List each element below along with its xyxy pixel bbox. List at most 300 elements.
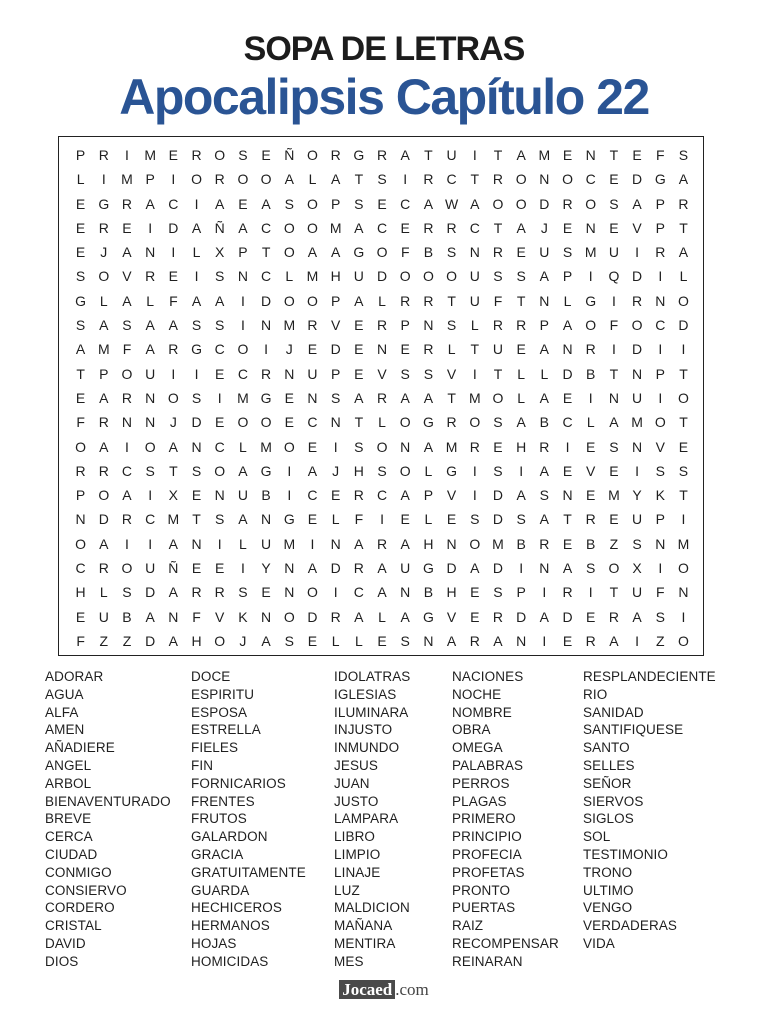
grid-letter: C xyxy=(168,195,179,212)
grid-letter: I xyxy=(287,462,292,479)
grid-letter: U xyxy=(469,268,480,285)
grid-letter: S xyxy=(609,195,619,212)
grid-letter: L xyxy=(331,632,340,649)
grid-letter: S xyxy=(354,438,364,455)
word-list-item: CORDERO xyxy=(45,900,115,916)
grid-letter: O xyxy=(283,244,295,261)
grid-letter: N xyxy=(562,487,573,504)
grid-letter: R xyxy=(98,147,109,163)
grid-letter: R xyxy=(98,414,109,431)
grid-letter: O xyxy=(678,389,689,406)
grid-letter: O xyxy=(678,292,689,309)
grid-letter: A xyxy=(122,244,132,261)
word-list-item: SELLES xyxy=(583,757,635,773)
grid-letter: N xyxy=(284,584,295,601)
grid-letter: A xyxy=(400,147,410,163)
grid-letter: D xyxy=(98,511,109,528)
grid-letter: E xyxy=(307,341,318,358)
grid-letter: M xyxy=(584,244,597,261)
grid-letter: M xyxy=(167,511,180,528)
grid-letter: I xyxy=(588,389,593,406)
grid-letter: E xyxy=(307,438,318,455)
grid-letter: T xyxy=(447,389,456,406)
grid-letter: M xyxy=(306,268,319,285)
word-list-item: AMEN xyxy=(45,722,85,738)
grid-letter: A xyxy=(609,632,619,649)
site-logo[interactable] xyxy=(0,980,768,1000)
word-list-item: FIN xyxy=(191,757,214,773)
grid-letter: T xyxy=(470,341,480,358)
grid-letter: R xyxy=(585,632,596,649)
word-list-item: NOMBRE xyxy=(452,704,512,720)
grid-letter: A xyxy=(99,389,109,406)
grid-letter: T xyxy=(470,171,480,188)
word-list xyxy=(45,668,745,978)
grid-letter: E xyxy=(562,535,573,552)
grid-letter: I xyxy=(611,292,616,309)
word-list-item: RESPLANDECIENTE xyxy=(583,669,716,684)
grid-letter: O xyxy=(144,438,156,455)
grid-letter: O xyxy=(283,608,295,625)
grid-letter: R xyxy=(678,195,689,212)
grid-letter: E xyxy=(354,317,364,334)
grid-letter: S xyxy=(493,462,503,479)
grid-letter: P xyxy=(75,147,86,163)
grid-letter: A xyxy=(400,535,410,552)
grid-letter: G xyxy=(422,608,434,625)
grid-letter: N xyxy=(585,219,596,236)
word-list-item: CIUDAD xyxy=(45,846,98,862)
grid-letter: I xyxy=(565,438,570,455)
grid-letter: C xyxy=(261,219,272,236)
grid-letter: A xyxy=(516,414,526,431)
grid-letter: T xyxy=(493,147,503,163)
grid-letter: U xyxy=(353,268,364,285)
word-list-item: ESTRELLA xyxy=(191,722,261,738)
grid-letter: H xyxy=(516,438,527,455)
word-list-item: DAVID xyxy=(45,935,86,951)
grid-letter: E xyxy=(261,584,271,601)
grid-letter: E xyxy=(168,268,179,285)
word-list-item: ARBOL xyxy=(45,775,92,791)
grid-letter: N xyxy=(608,389,619,406)
grid-letter: A xyxy=(632,608,642,625)
grid-letter: T xyxy=(609,365,619,382)
grid-letter: G xyxy=(422,560,434,577)
word-list-item: RIO xyxy=(583,686,608,702)
grid-letter: E xyxy=(75,608,86,625)
grid-letter: K xyxy=(655,487,665,504)
grid-letter: A xyxy=(99,317,109,334)
grid-letter: E xyxy=(400,511,410,528)
grid-letter: D xyxy=(516,608,527,625)
grid-letter: G xyxy=(191,341,202,358)
grid-letter: O xyxy=(492,389,504,406)
grid-letter: S xyxy=(238,147,248,163)
word-list-item: AGUA xyxy=(45,686,84,702)
grid-letter: I xyxy=(380,511,384,528)
word-list-item: SANIDAD xyxy=(583,704,644,720)
grid-letter: A xyxy=(539,511,550,528)
grid-letter: L xyxy=(76,171,85,188)
word-column-4 xyxy=(452,668,559,971)
word-list-item: MALDICION xyxy=(334,900,410,916)
grid-letter: S xyxy=(215,268,225,285)
grid-letter: C xyxy=(376,487,388,504)
word-list-item: HECHICEROS xyxy=(191,900,283,916)
grid-letter: S xyxy=(446,317,457,334)
grid-letter: G xyxy=(446,462,458,479)
grid-letter: C xyxy=(400,195,411,212)
grid-letter: A xyxy=(423,195,434,212)
grid-letter: Z xyxy=(609,535,619,552)
word-list-item: AÑADIERE xyxy=(45,740,115,756)
grid-letter: A xyxy=(145,608,155,625)
grid-letter: R xyxy=(585,511,596,528)
grid-letter: W xyxy=(444,195,459,212)
grid-letter: I xyxy=(519,462,524,479)
grid-letter: K xyxy=(238,608,248,625)
grid-letter: O xyxy=(167,389,179,406)
grid-letter: H xyxy=(75,584,86,601)
grid-letter: C xyxy=(121,462,133,479)
grid-letter: O xyxy=(307,195,318,212)
word-list-item: OBRA xyxy=(452,722,491,738)
grid-letter: O xyxy=(75,535,87,552)
grid-letter: S xyxy=(377,462,387,479)
word-list-item: PROFECIA xyxy=(452,846,522,862)
grid-letter: O xyxy=(237,414,249,431)
grid-letter: S xyxy=(377,171,387,188)
grid-letter: B xyxy=(423,244,434,261)
grid-letter: V xyxy=(377,365,387,382)
grid-letter: D xyxy=(191,414,202,431)
grid-letter: Ñ xyxy=(168,560,179,577)
grid-letter: O xyxy=(678,560,689,577)
grid-letter: G xyxy=(353,147,365,163)
grid-letter: A xyxy=(446,632,457,649)
grid-letter: I xyxy=(287,487,292,504)
word-list-item: GALARDON xyxy=(191,829,268,845)
letter-grid xyxy=(69,143,695,653)
word-list-item: HOJAS xyxy=(191,935,237,951)
grid-letter: E xyxy=(122,219,132,236)
grid-letter: R xyxy=(562,195,573,212)
grid-letter: N xyxy=(168,608,179,625)
grid-letter: U xyxy=(632,511,643,528)
grid-letter: L xyxy=(378,414,386,431)
grid-letter: L xyxy=(285,268,294,285)
grid-letter: A xyxy=(238,219,248,236)
grid-letter: E xyxy=(284,414,294,431)
grid-letter: I xyxy=(194,195,199,212)
grid-letter: U xyxy=(145,365,156,382)
grid-letter: I xyxy=(217,535,222,552)
grid-letter: E xyxy=(75,389,86,406)
grid-letter: B xyxy=(122,608,132,625)
grid-letter: L xyxy=(447,341,456,358)
word-column-3 xyxy=(334,668,410,971)
grid-letter: C xyxy=(214,438,225,455)
grid-letter: L xyxy=(563,292,572,309)
grid-letter: R xyxy=(516,317,527,334)
grid-letter: N xyxy=(655,292,666,309)
grid-letter: E xyxy=(586,487,596,504)
grid-letter: S xyxy=(470,511,480,528)
grid-letter: R xyxy=(214,584,225,601)
page-title: Apocalipsis Capítulo 22 xyxy=(119,69,649,125)
grid-letter: C xyxy=(562,414,573,431)
grid-letter: A xyxy=(75,341,86,358)
grid-letter: I xyxy=(194,365,199,382)
grid-letter: D xyxy=(330,560,341,577)
grid-letter: N xyxy=(400,438,411,455)
grid-letter: O xyxy=(399,414,411,431)
grid-letter: I xyxy=(681,511,686,528)
grid-letter: I xyxy=(148,487,153,504)
grid-letter: L xyxy=(679,268,688,285)
grid-letter: I xyxy=(681,608,686,625)
grid-letter: E xyxy=(562,389,573,406)
grid-letter: D xyxy=(168,219,179,236)
grid-letter: I xyxy=(148,219,153,236)
grid-letter: R xyxy=(562,584,573,601)
grid-letter: A xyxy=(562,560,573,577)
grid-letter: R xyxy=(168,341,179,358)
grid-letter: E xyxy=(215,365,225,382)
grid-letter: E xyxy=(215,560,225,577)
grid-letter: A xyxy=(678,171,689,188)
grid-letter: E xyxy=(516,341,526,358)
grid-letter: B xyxy=(516,535,526,552)
grid-letter: G xyxy=(260,389,272,406)
grid-letter: I xyxy=(217,389,222,406)
grid-letter: J xyxy=(100,244,108,261)
grid-letter: O xyxy=(237,171,249,188)
word-list-item: MAÑANA xyxy=(334,918,393,934)
grid-letter: P xyxy=(539,317,550,334)
grid-letter: S xyxy=(400,365,410,382)
grid-letter: E xyxy=(307,511,318,528)
word-list-item: TRONO xyxy=(583,864,633,880)
grid-letter: E xyxy=(470,608,480,625)
grid-letter: U xyxy=(492,341,504,358)
word-list-item: VERDADERAS xyxy=(583,918,678,934)
grid-letter: O xyxy=(492,195,504,212)
grid-letter: R xyxy=(423,292,434,309)
grid-letter: I xyxy=(125,147,129,163)
grid-letter: R xyxy=(307,317,318,334)
grid-letter: R xyxy=(492,171,504,188)
grid-letter: F xyxy=(76,414,85,431)
grid-letter: R xyxy=(214,171,225,188)
grid-letter: E xyxy=(354,341,364,358)
word-list-item: ILUMINARA xyxy=(334,704,409,720)
grid-letter: T xyxy=(76,365,85,382)
grid-letter: R xyxy=(376,147,388,163)
grid-letter: D xyxy=(492,560,504,577)
grid-letter: D xyxy=(145,632,156,649)
grid-letter: E xyxy=(562,462,573,479)
grid-letter: R xyxy=(539,438,550,455)
grid-letter: N xyxy=(284,365,295,382)
grid-letter: O xyxy=(678,632,689,649)
grid-letter: T xyxy=(354,414,364,431)
grid-letter: M xyxy=(677,535,690,552)
grid-letter: O xyxy=(515,171,527,188)
grid-letter: E xyxy=(470,584,480,601)
grid-letter: I xyxy=(171,244,176,261)
grid-letter: N xyxy=(655,535,666,552)
grid-letter: D xyxy=(376,268,388,285)
grid-letter: B xyxy=(539,414,550,431)
grid-letter: S xyxy=(562,244,573,261)
word-list-item: PRIMERO xyxy=(452,811,516,827)
grid-letter: R xyxy=(261,365,272,382)
grid-letter: T xyxy=(679,414,688,431)
grid-letter: O xyxy=(307,292,318,309)
grid-letter: N xyxy=(376,341,388,358)
grid-letter: S xyxy=(539,487,550,504)
logo-domain: .com xyxy=(395,980,429,999)
grid-letter: O xyxy=(191,171,202,188)
grid-letter: R xyxy=(492,244,504,261)
grid-letter: A xyxy=(215,195,225,212)
grid-letter: R xyxy=(121,389,133,406)
grid-letter: I xyxy=(240,292,245,309)
grid-letter: R xyxy=(423,341,434,358)
grid-letter: A xyxy=(516,219,526,236)
grid-letter: M xyxy=(283,535,296,552)
word-list-item: SIERVOS xyxy=(583,793,644,809)
grid-letter: A xyxy=(562,317,573,334)
word-list-item: PUERTAS xyxy=(452,900,516,916)
grid-letter: R xyxy=(98,462,109,479)
grid-letter: A xyxy=(539,268,550,285)
word-list-item: OMEGA xyxy=(452,740,503,756)
grid-letter: L xyxy=(146,292,155,309)
grid-letter: C xyxy=(214,341,225,358)
grid-letter: B xyxy=(586,365,596,382)
grid-letter: V xyxy=(446,365,457,382)
grid-letter: A xyxy=(238,511,248,528)
grid-letter: O xyxy=(121,365,133,382)
grid-letter: M xyxy=(538,147,551,163)
grid-letter: A xyxy=(168,535,179,552)
grid-letter: G xyxy=(585,292,597,309)
word-list-item: FIELES xyxy=(191,740,239,756)
grid-letter: R xyxy=(376,317,388,334)
grid-letter: R xyxy=(121,195,133,212)
grid-letter: A xyxy=(307,462,318,479)
grid-letter: A xyxy=(516,487,526,504)
grid-letter: M xyxy=(237,389,249,406)
grid-letter: L xyxy=(239,438,247,455)
grid-letter: N xyxy=(214,487,225,504)
grid-letter: A xyxy=(539,608,550,625)
grid-letter: A xyxy=(539,462,550,479)
word-list-item: RAIZ xyxy=(452,918,484,934)
word-list-item: RECOMPENSAR xyxy=(452,935,559,951)
word-list-item: MES xyxy=(334,953,364,969)
word-list-item: LAMPARA xyxy=(334,811,399,827)
grid-letter: A xyxy=(330,244,341,261)
grid-letter: M xyxy=(260,438,272,455)
grid-letter: R xyxy=(191,147,202,163)
grid-letter: E xyxy=(377,632,387,649)
grid-letter: C xyxy=(655,317,666,334)
grid-letter: T xyxy=(516,292,526,309)
grid-letter: E xyxy=(191,560,202,577)
grid-letter: D xyxy=(330,341,341,358)
word-list-item: JUSTO xyxy=(334,793,379,809)
grid-letter: G xyxy=(654,171,666,188)
grid-letter: O xyxy=(469,535,481,552)
grid-letter: S xyxy=(493,584,503,601)
grid-letter: R xyxy=(353,560,364,577)
grid-letter: C xyxy=(307,414,318,431)
grid-letter: R xyxy=(330,147,341,163)
grid-letter: R xyxy=(655,244,666,261)
grid-letter: N xyxy=(539,560,550,577)
grid-letter: M xyxy=(144,147,156,163)
word-list-item: LUZ xyxy=(334,882,360,898)
grid-letter: R xyxy=(376,389,388,406)
grid-letter: N xyxy=(237,268,248,285)
grid-letter: A xyxy=(191,219,202,236)
grid-letter: T xyxy=(354,171,364,188)
grid-letter: A xyxy=(632,195,642,212)
grid-letter: S xyxy=(493,268,503,285)
grid-letter: U xyxy=(237,487,248,504)
grid-letter: O xyxy=(237,341,249,358)
word-list-item: SANTIFIQUESE xyxy=(583,722,684,738)
grid-letter: C xyxy=(307,487,318,504)
grid-letter: L xyxy=(540,365,549,382)
grid-letter: E xyxy=(609,511,619,528)
grid-letter: O xyxy=(283,219,295,236)
grid-letter: A xyxy=(191,292,202,309)
word-list-item: PRONTO xyxy=(452,882,511,898)
grid-letter: O xyxy=(283,292,295,309)
grid-letter: R xyxy=(423,219,434,236)
grid-letter: N xyxy=(446,535,457,552)
grid-letter: A xyxy=(354,608,364,625)
word-list-item: CRISTAL xyxy=(45,918,102,934)
grid-letter: A xyxy=(168,632,179,649)
grid-letter: S xyxy=(75,317,86,334)
grid-letter: S xyxy=(516,511,526,528)
grid-letter: D xyxy=(492,487,504,504)
grid-letter: O xyxy=(399,462,411,479)
grid-letter: I xyxy=(472,365,477,382)
grid-letter: B xyxy=(586,535,596,552)
word-list-item: PALABRAS xyxy=(452,757,524,773)
grid-letter: R xyxy=(585,341,596,358)
grid-letter: Z xyxy=(656,632,665,649)
grid-letter: A xyxy=(99,535,109,552)
grid-letter: N xyxy=(539,292,550,309)
grid-letter: T xyxy=(447,292,456,309)
word-list-item: CERCA xyxy=(45,829,93,845)
grid-letter: R xyxy=(376,535,388,552)
grid-letter: S xyxy=(655,462,665,479)
word-list-item: PROFETAS xyxy=(452,864,525,880)
grid-letter: A xyxy=(261,632,271,649)
grid-letter: O xyxy=(98,268,110,285)
grid-letter: E xyxy=(261,147,271,163)
grid-letter: E xyxy=(609,219,619,236)
